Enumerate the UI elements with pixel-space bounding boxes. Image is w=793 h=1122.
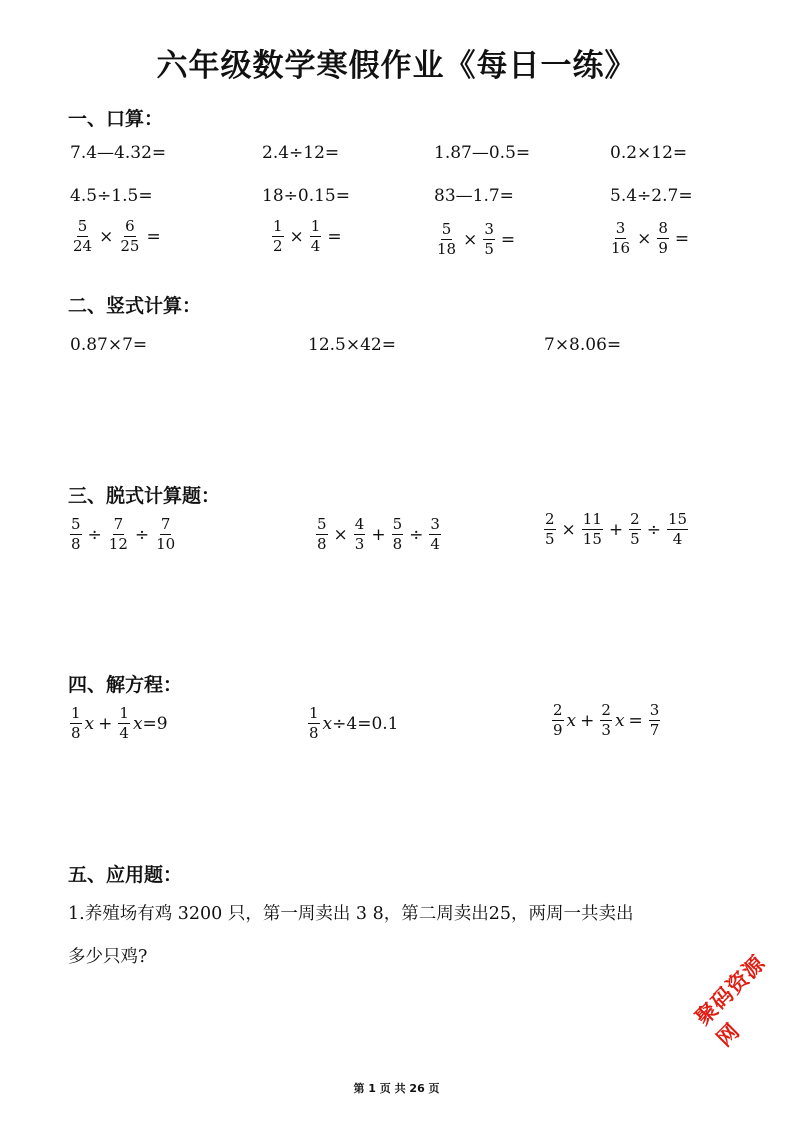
equals-sign: = <box>628 710 643 731</box>
denominator: 5 <box>545 530 555 548</box>
numerator: 11 <box>582 510 602 528</box>
stepwise-item <box>314 517 443 552</box>
denominator: 3 <box>601 721 611 739</box>
numerator: 15 <box>667 510 688 528</box>
numerator: 1 <box>309 704 319 722</box>
denominator: 8 <box>309 724 319 742</box>
numerator: 1 <box>273 217 283 235</box>
equals-sign: = <box>500 229 516 250</box>
operator: × <box>333 524 348 545</box>
variable: x <box>84 713 95 734</box>
fraction <box>119 219 140 254</box>
equation-item <box>306 706 398 741</box>
oral-item: 83—1.7= <box>434 186 514 206</box>
numerator: 3 <box>649 701 660 719</box>
vertical-item: 12.5×42= <box>308 335 396 355</box>
numerator: 6 <box>125 217 135 235</box>
fraction <box>70 517 82 552</box>
fraction <box>108 517 129 552</box>
fraction <box>429 517 441 552</box>
denominator: 4 <box>672 530 683 548</box>
vertical-item: 0.87×7= <box>70 335 148 355</box>
fraction <box>582 512 603 547</box>
fraction <box>600 703 612 738</box>
fraction <box>436 222 457 257</box>
fraction <box>544 512 556 547</box>
operator: × <box>99 226 114 247</box>
watermark: 聚码资源网 <box>690 950 771 1052</box>
section-heading-stepwise: 三、脱式计算题： <box>68 485 221 507</box>
fraction <box>308 706 320 741</box>
oral-item: 5.4÷2.7= <box>610 186 693 206</box>
numerator: 2 <box>553 701 563 719</box>
numerator: 5 <box>392 515 403 533</box>
denominator: 2 <box>273 237 283 255</box>
fraction <box>657 221 669 256</box>
section-heading-vertical: 二、竖式计算： <box>68 295 202 317</box>
oral-fraction-item <box>608 221 693 256</box>
fraction <box>272 219 284 254</box>
fraction <box>649 703 661 738</box>
denominator: 3 <box>354 535 365 553</box>
equation-item <box>550 703 662 738</box>
word-problem-line: 多少只鸡? <box>68 947 148 967</box>
denominator: 4 <box>430 535 440 553</box>
equation-item <box>68 706 168 741</box>
variable: x <box>132 713 143 734</box>
oral-item: 2.4÷12= <box>262 143 340 163</box>
operator: + <box>98 713 113 734</box>
oral-item: 18÷0.15= <box>262 186 350 206</box>
equals-sign: = <box>327 226 342 247</box>
denominator: 9 <box>658 239 668 257</box>
numerator: 7 <box>160 515 171 533</box>
fraction <box>72 219 93 254</box>
fraction <box>118 706 130 741</box>
numerator: 3 <box>484 220 494 238</box>
operator: × <box>463 229 478 250</box>
variable: x <box>322 713 333 734</box>
numerator: 4 <box>354 515 365 533</box>
denominator: 10 <box>156 535 176 553</box>
denominator: 16 <box>611 239 631 257</box>
equals-sign: = <box>146 226 161 247</box>
fraction <box>629 512 641 547</box>
oral-fraction-item <box>434 222 519 257</box>
fraction <box>354 517 366 552</box>
operator: ÷ <box>646 519 661 540</box>
numerator: 7 <box>113 515 124 533</box>
denominator: 8 <box>71 724 81 742</box>
operator: ÷ <box>134 524 150 545</box>
fraction <box>310 219 322 254</box>
denominator: 8 <box>71 535 81 553</box>
numerator: 5 <box>441 220 452 238</box>
section-heading-word-problems: 五、应用题： <box>68 864 183 886</box>
oral-item: 1.87—0.5= <box>434 143 531 163</box>
fraction <box>667 512 688 547</box>
page-footer: 第 1 页 共 26 页 <box>353 1082 440 1095</box>
oral-item: 7.4—4.32= <box>70 143 167 163</box>
denominator: 9 <box>553 721 563 739</box>
denominator: 24 <box>73 237 93 255</box>
section-heading-oral: 一、口算： <box>68 108 164 130</box>
operator: × <box>637 228 652 249</box>
denominator: 8 <box>392 535 403 553</box>
fraction <box>483 222 495 257</box>
oral-fraction-item <box>270 219 346 254</box>
denominator: 12 <box>108 535 128 553</box>
numerator: 5 <box>77 217 88 235</box>
denominator: 4 <box>119 724 129 742</box>
fraction <box>392 517 404 552</box>
operator: ÷ <box>87 524 102 545</box>
vertical-item: 7×8.06= <box>544 335 622 355</box>
denominator: 5 <box>630 530 640 548</box>
page-title: 六年级数学寒假作业《每日一练》 <box>156 48 637 84</box>
numerator: 1 <box>71 704 81 722</box>
denominator: 7 <box>649 721 660 739</box>
equation-rhs: =9 <box>142 713 168 734</box>
variable: x <box>566 710 577 731</box>
section-heading-equations: 四、解方程： <box>68 674 183 696</box>
operator: + <box>371 524 386 545</box>
fraction <box>155 517 176 552</box>
oral-item: 0.2×12= <box>610 143 688 163</box>
word-problem-line: 1.养殖场有鸡 3200 只，第一周卖出 3 8，第二周卖出25，两周一共卖出 <box>68 904 634 924</box>
numerator: 8 <box>658 219 668 237</box>
operator: + <box>580 710 595 731</box>
numerator: 5 <box>71 515 81 533</box>
denominator: 15 <box>582 530 602 548</box>
fraction <box>316 517 328 552</box>
numerator: 2 <box>545 510 555 528</box>
denominator: 5 <box>484 240 494 258</box>
numerator: 1 <box>119 704 129 722</box>
numerator: 2 <box>601 701 611 719</box>
numerator: 1 <box>310 217 321 235</box>
operator: + <box>608 519 624 540</box>
operator: × <box>289 226 304 247</box>
variable: x <box>614 710 625 731</box>
numerator: 2 <box>630 510 640 528</box>
fraction <box>70 706 82 741</box>
fraction <box>552 703 564 738</box>
numerator: 3 <box>430 515 440 533</box>
fraction <box>610 221 631 256</box>
stepwise-item <box>68 517 178 552</box>
equation-rhs: ÷4=0.1 <box>332 713 399 734</box>
denominator: 18 <box>437 240 457 258</box>
oral-item: 4.5÷1.5= <box>70 186 153 206</box>
operator: × <box>561 519 576 540</box>
denominator: 25 <box>120 237 140 255</box>
stepwise-item <box>542 512 690 547</box>
denominator: 4 <box>310 237 321 255</box>
operator: ÷ <box>409 524 424 545</box>
numerator: 3 <box>615 219 626 237</box>
numerator: 5 <box>317 515 327 533</box>
denominator: 8 <box>317 535 327 553</box>
equals-sign: = <box>674 228 690 249</box>
oral-fraction-item <box>70 219 165 254</box>
